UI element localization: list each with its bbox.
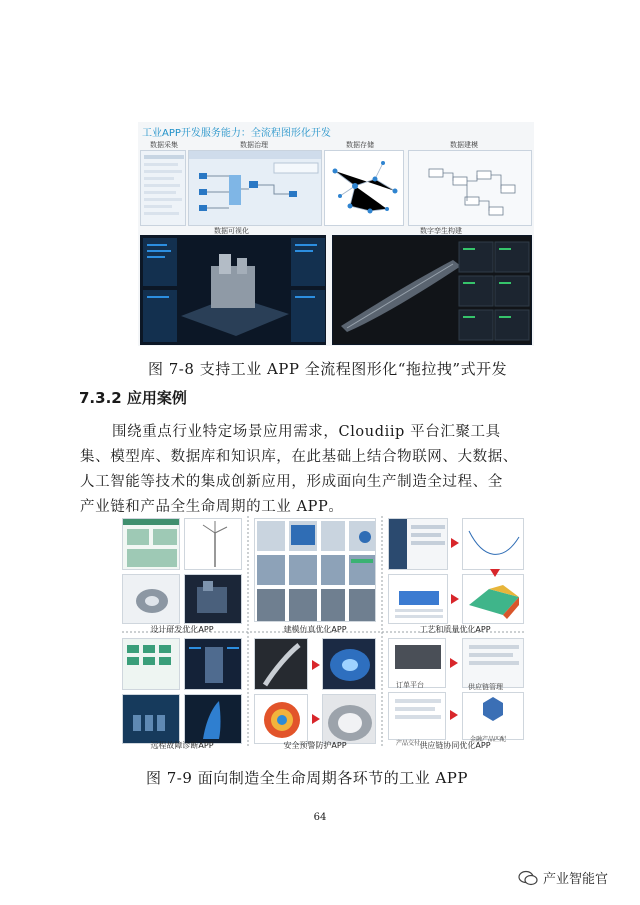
design-app-thumb-3 <box>122 574 180 624</box>
blade-model-image <box>255 639 308 690</box>
machine-scene-image <box>185 575 242 624</box>
panel-label-data-visualization: 数据可视化 <box>214 227 249 235</box>
tunnel-image <box>323 639 376 690</box>
arrow-right-icon <box>312 660 320 670</box>
tunnel-section-image <box>323 695 376 744</box>
flow-graph-image <box>189 151 322 226</box>
supply-chain-label: 供应链管理 <box>468 683 503 691</box>
panel-label-data-modeling: 数据建模 <box>450 141 478 149</box>
safety-app-thumb-3 <box>254 694 308 744</box>
group-label-simulation: 建模仿真优化APP <box>283 625 347 634</box>
delivery-label: 产品交付 <box>396 740 421 747</box>
arrow-down-icon <box>490 569 500 577</box>
watermark <box>518 868 608 887</box>
figure-7-8-caption: 图 7-8 支持工业 APP 全流程图形化“拖拉拽”式开发 <box>148 360 508 378</box>
design-app-thumb-1 <box>122 518 180 570</box>
simulation-app-thumbs <box>254 518 376 622</box>
diagnosis-app-thumb-3 <box>122 694 180 744</box>
data-visualization-screenshot <box>140 235 326 345</box>
panel-label-data-collection: 数据采集 <box>150 141 178 149</box>
status-grid-image <box>123 639 180 690</box>
figure-7-9 <box>118 512 528 752</box>
digital-twin-screenshot <box>332 235 532 345</box>
network-graph-image <box>325 151 404 226</box>
form-list-image <box>141 151 186 226</box>
safety-app-thumb-4 <box>322 694 376 744</box>
curve-plot-image <box>463 519 524 570</box>
group-label-remote-diagnosis: 远程故障诊断APP <box>150 741 214 750</box>
simulation-grid-image <box>255 519 376 622</box>
factory-dashboard-image <box>141 236 326 345</box>
surface-plot-image <box>463 575 524 624</box>
data-governance-screenshot <box>188 150 322 226</box>
data-modeling-screenshot <box>408 150 532 226</box>
arrow-right-icon <box>312 714 320 724</box>
arrow-right-icon <box>450 710 458 720</box>
paragraph-line-1: 围绕重点行业特定场景应用需求，Cloudiip 平台汇聚工具 <box>112 424 501 440</box>
diagnosis-app-thumb-1 <box>122 638 180 690</box>
process-app-thumb-4 <box>462 574 524 624</box>
arrow-right-icon <box>450 658 458 668</box>
diagnosis-app-thumb-4 <box>184 694 242 744</box>
figure-heading: 工业APP开发服务能力：全流程图形化开发 <box>142 128 331 139</box>
wechat-icon <box>518 870 538 886</box>
delivery-form-image <box>389 693 446 740</box>
part-model-image <box>123 575 180 624</box>
data-collection-screenshot <box>140 150 186 226</box>
panel-label-data-storage: 数据存储 <box>346 141 374 149</box>
section-heading: 7.3.2 应用案例 <box>79 389 187 407</box>
order-platform-label: 订单平台 <box>396 681 424 689</box>
supply-app-thumb-3 <box>388 692 446 740</box>
facility-scene-image <box>123 695 180 744</box>
table-image <box>389 575 448 624</box>
ship-hull-image <box>185 695 242 744</box>
safety-app-thumb-2 <box>322 638 376 690</box>
page-number: 64 <box>313 812 327 823</box>
finance-label: 金融产品匹配 <box>470 736 507 743</box>
paragraph-line-2: 集、模型库、数据库和知识库，在此基础上结合物联网、大数据、 <box>80 449 518 465</box>
finance-match-image <box>463 693 524 740</box>
figure-7-9-caption: 图 7-9 面向制造全生命周期各环节的工业 APP <box>146 769 468 787</box>
group-label-safety: 安全预警防护APP <box>283 741 347 750</box>
monitor-dashboard-image <box>185 639 242 690</box>
process-app-thumb-3 <box>388 574 448 624</box>
design-app-thumb-2 <box>184 518 242 570</box>
diagnosis-app-thumb-2 <box>184 638 242 690</box>
heat-map-image <box>255 695 308 744</box>
process-app-thumb-1 <box>388 518 448 570</box>
process-app-thumb-2 <box>462 518 524 570</box>
safety-app-thumb-1 <box>254 638 308 690</box>
data-storage-screenshot <box>324 150 404 226</box>
paragraph-line-3: 人工智能等技术的集成创新应用，形成面向生产制造全过程、全 <box>80 474 503 490</box>
group-label-supply-chain: 供应链协同优化APP <box>419 741 491 750</box>
dashboard-image <box>123 519 180 570</box>
panel-label-data-governance: 数据治理 <box>240 141 268 149</box>
supply-list-image <box>463 639 524 688</box>
supply-app-thumb-4 <box>462 692 524 740</box>
design-app-thumb-4 <box>184 574 242 624</box>
figure-7-8 <box>138 122 534 346</box>
group-label-process-quality: 工艺和质量优化APP <box>419 625 491 634</box>
ship-model-image <box>333 236 532 345</box>
group-label-design: 设计研发优化APP <box>150 625 214 634</box>
arrow-right-icon <box>451 538 459 548</box>
arrow-right-icon <box>451 594 459 604</box>
paragraph-line-4: 产业链和产品全生命周期的工业 APP。 <box>80 499 344 515</box>
watermark-text: 产业智能官 <box>542 872 608 887</box>
supply-app-thumb-2 <box>462 638 524 688</box>
pipeline-graph-image <box>409 151 532 226</box>
panel-label-digital-twin: 数字孪生构建 <box>420 227 462 235</box>
wind-turbine-image <box>185 519 242 570</box>
process-list-image <box>389 519 448 570</box>
